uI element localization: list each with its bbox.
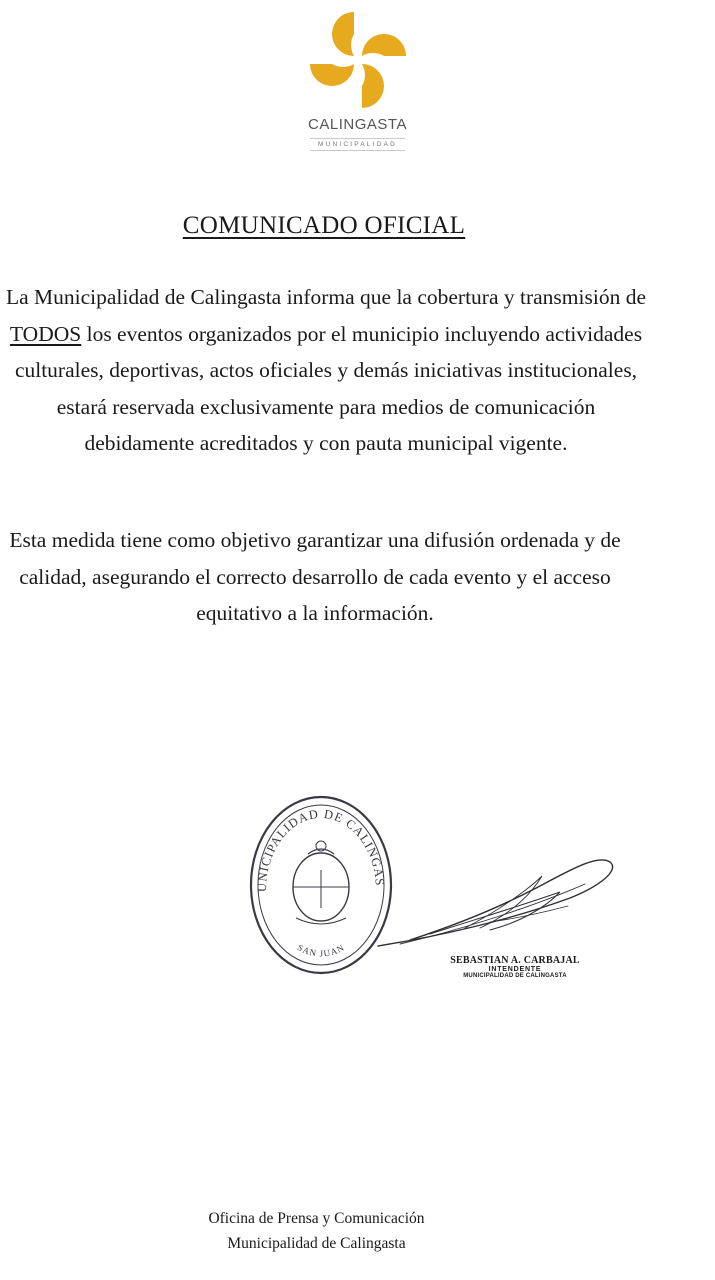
signer-organization: MUNICIPALIDAD DE CALINGASTA	[463, 973, 567, 979]
signer-role: INTENDENTE	[488, 966, 542, 973]
svg-text:SAN JUAN	[296, 942, 347, 958]
logo-name: CALINGASTA	[308, 116, 407, 133]
logo-subtitle: MUNICIPALIDAD	[310, 138, 405, 151]
footer-line-2: Municipalidad de Calingasta	[227, 1235, 406, 1252]
signature-icon	[370, 848, 630, 958]
footer	[0, 1206, 633, 1256]
signer-block	[440, 955, 590, 979]
signer-name: SEBASTIAN A. CARBAJAL	[450, 955, 580, 966]
paragraph-2: Esta medida tiene como objetivo garantizar una difusión ordenada y de calidad, asegurando el correcto desarrollo de cada evento y el acceso equitativo a la información.	[9, 528, 621, 625]
document-title: COMUNICADO OFICIAL	[182, 212, 466, 239]
municipal-logo	[0, 8, 715, 151]
paragraph-1-text-a: La Municipalidad de Calingasta informa que la cobertura y transmisión de	[5, 285, 647, 309]
seal-text-top: UNICIPALIDAD DE CALINGAS	[254, 806, 387, 893]
paragraph-1	[0, 279, 652, 462]
paragraph-1-emphasis: TODOS	[9, 321, 82, 346]
footer-line-1: Oficina de Prensa y Comunicación	[208, 1210, 425, 1227]
handwritten-signature	[370, 848, 630, 958]
paragraph-1-text-b: los eventos organizados por el municipio incluyendo actividades culturales, deportivas, actos oficiales y demás iniciativas institucionales, estará reservada exclusivamente para medios de comunicación debidamente acreditados y con pauta municipal vigente.	[14, 321, 643, 455]
seal-text-bottom: SAN JUAN	[295, 942, 347, 959]
calingasta-logo-icon	[306, 8, 410, 112]
